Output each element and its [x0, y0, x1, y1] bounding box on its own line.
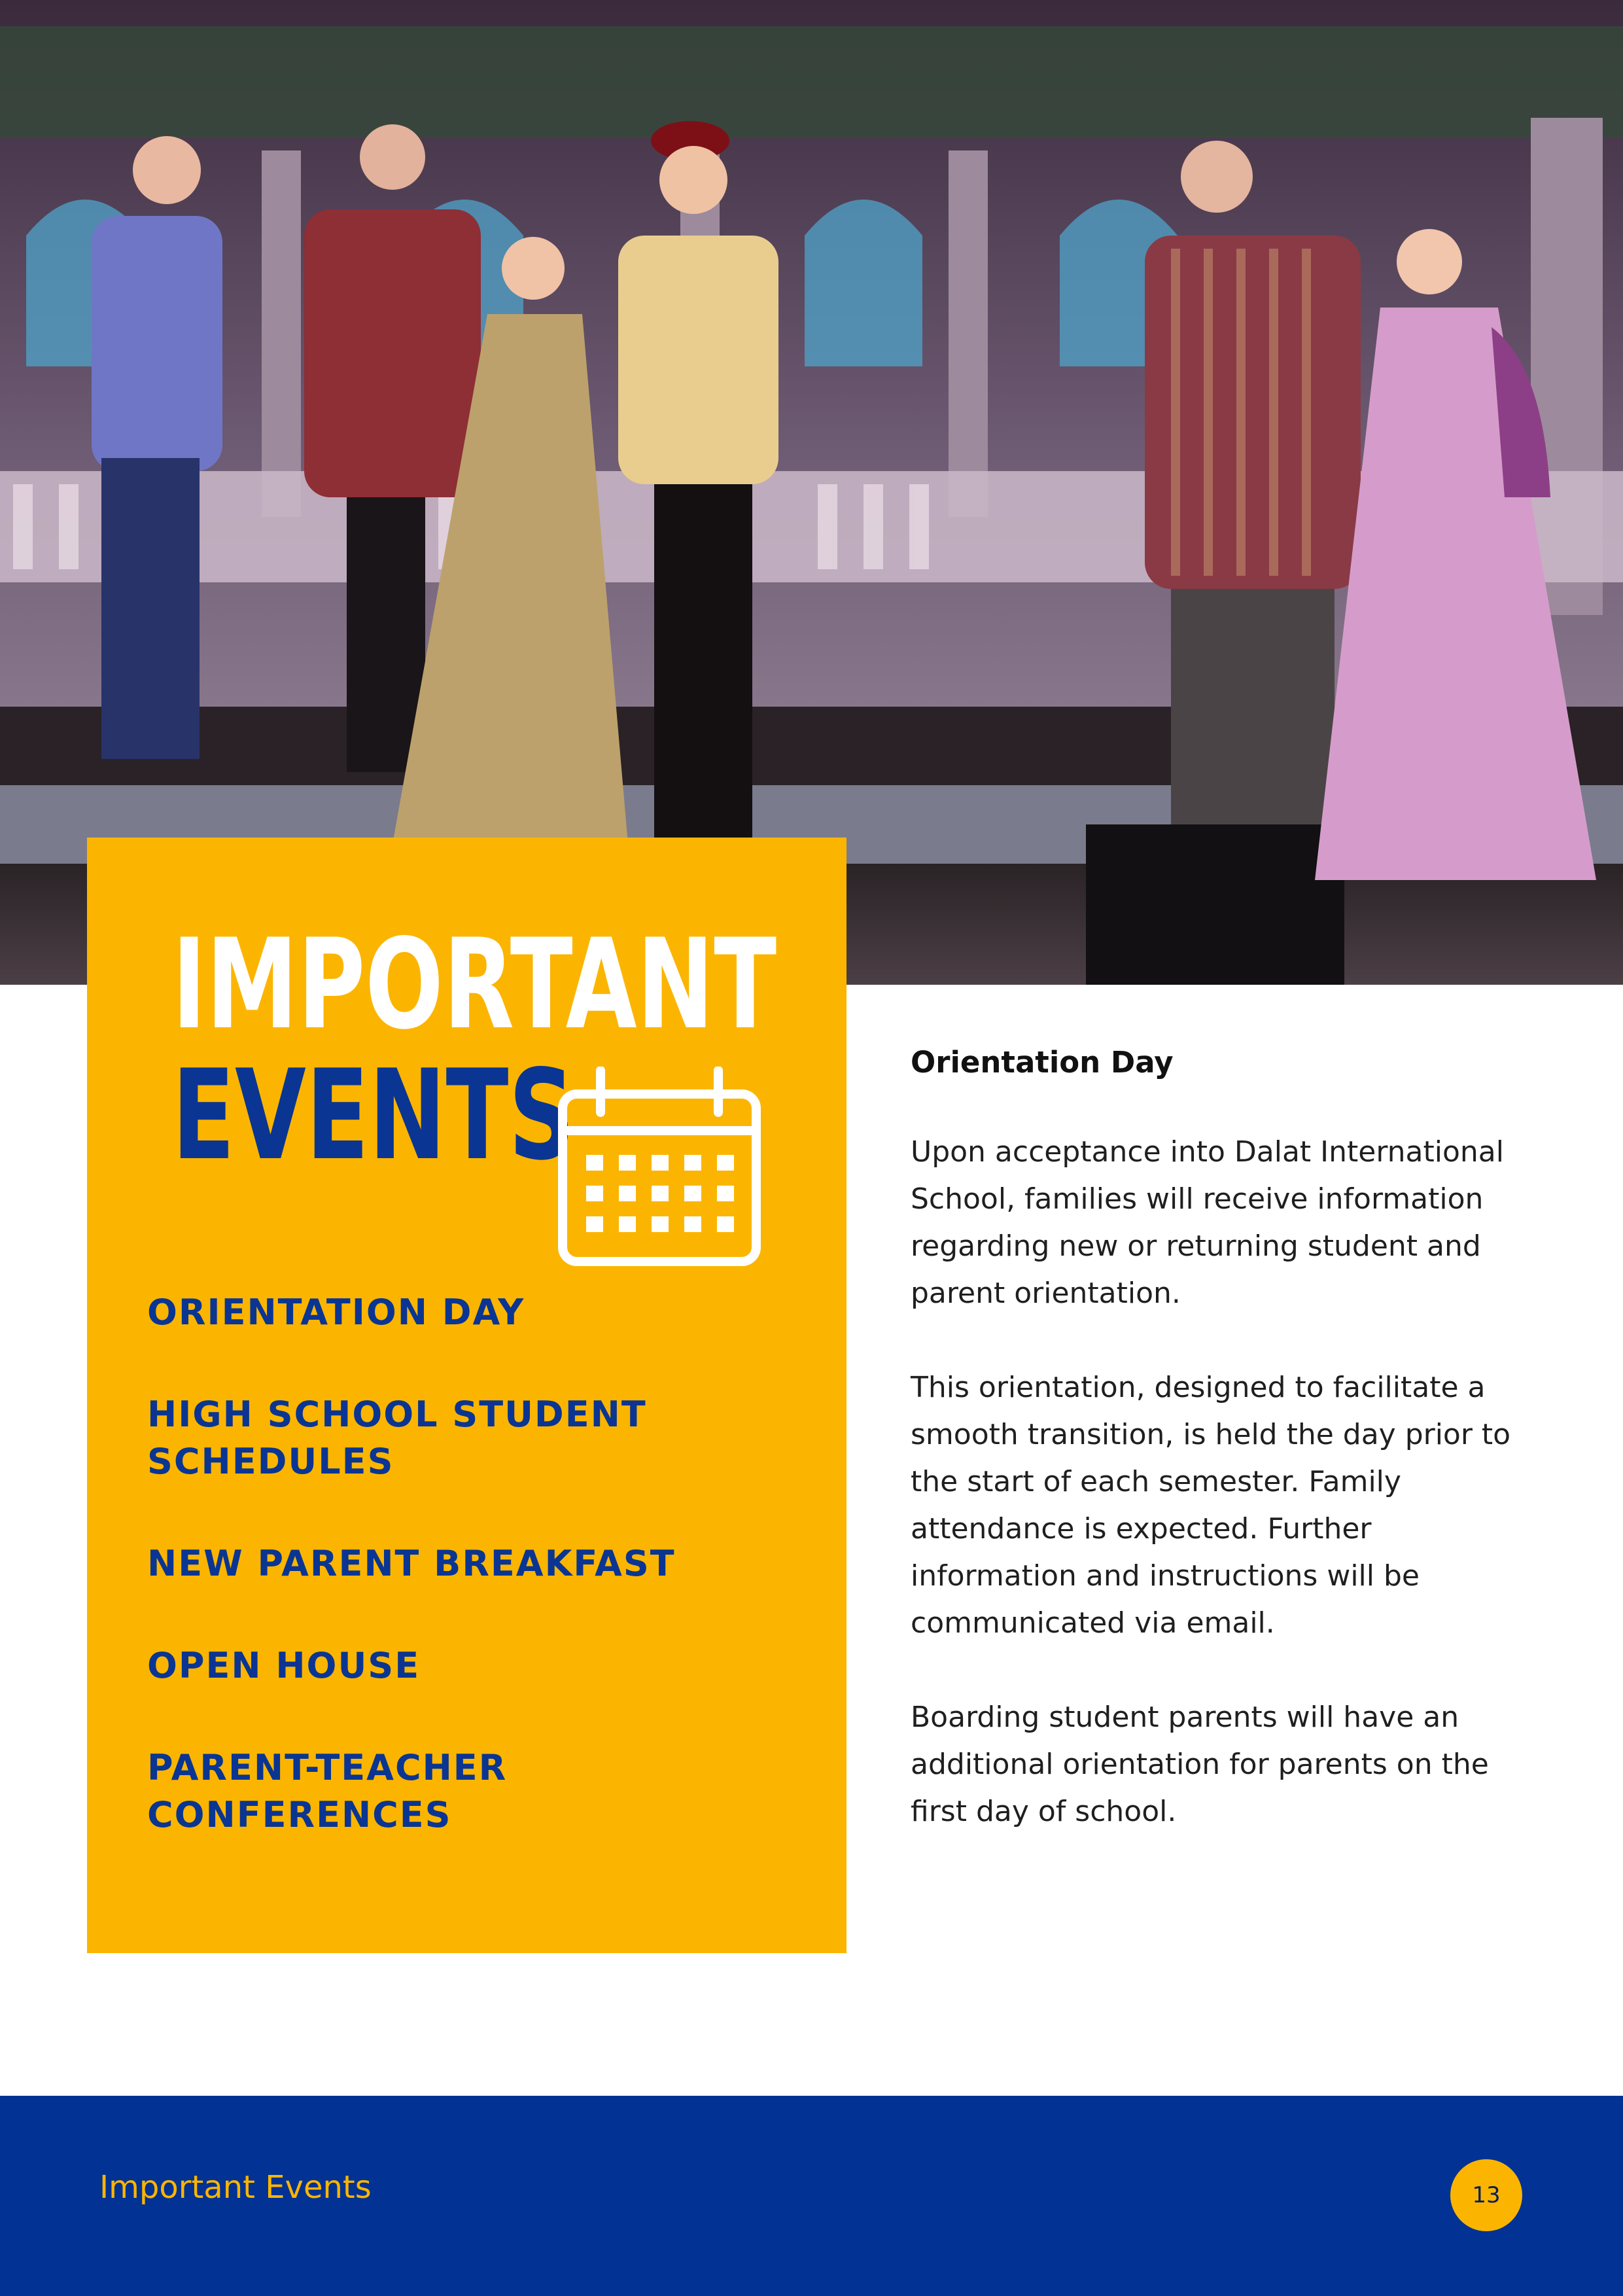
footer — [0, 2096, 1623, 2296]
paragraph-acceptance: Upon acceptance into Dalat International School, families will receive information regarding new or returning student and parent orientation. — [911, 1135, 1504, 1310]
panel-title-line-2: EVENTS — [172, 1043, 575, 1188]
panel-title-line-1: IMPORTANT — [172, 912, 777, 1057]
event-open-house: OPEN HOUSE — [147, 1645, 421, 1686]
event-orientation-day: ORIENTATION DAY — [147, 1292, 525, 1333]
section-heading: Orientation Day — [911, 1045, 1174, 1080]
event-parent-teacher-conferences: PARENT-TEACHER CONFERENCES — [147, 1747, 508, 1835]
paragraph-boarding-parents: Boarding student parents will have an additional orientation for parents on the first day of school. — [911, 1701, 1489, 1828]
paragraph-orientation-details: This orientation, designed to facilitate a smooth transition, is held the day prior to the start of each semester. Family attendance is expected. Further information and instructions will be communicated via email. — [911, 1371, 1511, 1640]
event-new-parent-breakfast: NEW PARENT BREAKFAST — [147, 1543, 676, 1584]
events-list — [147, 1289, 801, 1894]
orientation-content — [911, 1044, 1539, 1882]
footer-section-title: Important Events — [99, 2169, 372, 2206]
event-high-school-schedules: HIGH SCHOOL STUDENT SCHEDULES — [147, 1394, 647, 1482]
calendar-icon — [555, 1067, 764, 1269]
page-number-badge: 13 — [1450, 2159, 1522, 2231]
important-events-panel — [87, 838, 846, 1953]
